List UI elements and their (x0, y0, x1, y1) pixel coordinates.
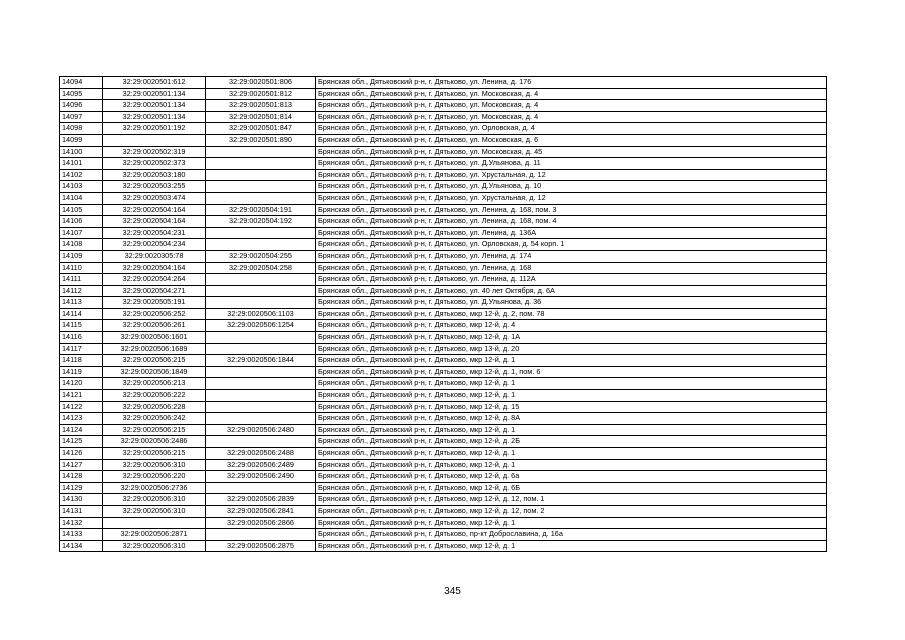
address-cell: Брянская обл., Дятьковский р-н, г. Дятьково, ул. 40 лет Октября, д. 6А (316, 285, 827, 297)
row-number-cell: 14131 (60, 505, 103, 517)
table-row (60, 274, 827, 286)
row-number-cell: 14098 (60, 123, 103, 135)
row-number-cell: 14125 (60, 436, 103, 448)
object-cadastral-cell: 32:29:0020506:1844 (206, 355, 316, 367)
address-cell: Брянская обл., Дятьковский р-н, г. Дятьково, мкр 12-й, д. 12, пом. 1 (316, 494, 827, 506)
object-cadastral-cell: 32:29:0020506:2490 (206, 471, 316, 483)
table-row (60, 529, 827, 541)
table-row (60, 436, 827, 448)
object-cadastral-cell: 32:29:0020504:255 (206, 250, 316, 262)
table-row (60, 239, 827, 251)
object-cadastral-cell (206, 343, 316, 355)
address-cell: Брянская обл., Дятьковский р-н, г. Дятьково, мкр 12-й, д. 12, пом. 2 (316, 505, 827, 517)
table-row (60, 332, 827, 344)
address-cell: Брянская обл., Дятьковский р-н, г. Дятьково, мкр 12-й, д. 1 (316, 459, 827, 471)
address-cell: Брянская обл., Дятьковский р-н, г. Дятьково, ул. Ленина, д. 168, пом. 4 (316, 216, 827, 228)
row-number-cell: 14105 (60, 204, 103, 216)
parcel-cadastral-cell: 32:29:0020506:2736 (103, 482, 206, 494)
parcel-cadastral-cell: 32:29:0020504:164 (103, 204, 206, 216)
object-cadastral-cell (206, 274, 316, 286)
parcel-cadastral-cell: 32:29:0020506:1849 (103, 366, 206, 378)
table-row (60, 169, 827, 181)
object-cadastral-cell: 32:29:0020501:812 (206, 88, 316, 100)
parcel-cadastral-cell: 32:29:0020504:234 (103, 239, 206, 251)
row-number-cell: 14103 (60, 181, 103, 193)
table-row (60, 540, 827, 552)
table-row (60, 494, 827, 506)
row-number-cell: 14108 (60, 239, 103, 251)
row-number-cell: 14119 (60, 366, 103, 378)
object-cadastral-cell: 32:29:0020504:192 (206, 216, 316, 228)
address-cell: Брянская обл., Дятьковский р-н, г. Дятьково, мкр 12-й, д. 4 (316, 320, 827, 332)
table-row (60, 204, 827, 216)
parcel-cadastral-cell: 32:29:0020506:220 (103, 471, 206, 483)
parcel-cadastral-cell: 32:29:0020504:231 (103, 227, 206, 239)
address-cell: Брянская обл., Дятьковский р-н, г. Дятьково, мкр 12-й, д. 1 (316, 378, 827, 390)
parcel-cadastral-cell: 32:29:0020504:264 (103, 274, 206, 286)
object-cadastral-cell (206, 297, 316, 309)
table-row (60, 227, 827, 239)
row-number-cell: 14126 (60, 448, 103, 460)
object-cadastral-cell (206, 285, 316, 297)
address-cell: Брянская обл., Дятьковский р-н, г. Дятьково, ул. Орловская, д. 4 (316, 123, 827, 135)
object-cadastral-cell (206, 378, 316, 390)
address-cell: Брянская обл., Дятьковский р-н, г. Дятьково, ул. Д.Ульянова, д. 10 (316, 181, 827, 193)
row-number-cell: 14120 (60, 378, 103, 390)
table-row (60, 482, 827, 494)
parcel-cadastral-cell: 32:29:0020502:319 (103, 146, 206, 158)
row-number-cell: 14118 (60, 355, 103, 367)
object-cadastral-cell: 32:29:0020501:890 (206, 134, 316, 146)
table-row (60, 517, 827, 529)
object-cadastral-cell: 32:29:0020506:1103 (206, 308, 316, 320)
parcel-cadastral-cell: 32:29:0020506:215 (103, 424, 206, 436)
table-row (60, 401, 827, 413)
row-number-cell: 14122 (60, 401, 103, 413)
address-cell: Брянская обл., Дятьковский р-н, г. Дятьково, мкр 12-й, д. 6а (316, 471, 827, 483)
row-number-cell: 14107 (60, 227, 103, 239)
address-cell: Брянская обл., Дятьковский р-н, г. Дятьково, ул. Ленина, д. 176 (316, 77, 827, 89)
parcel-cadastral-cell: 32:29:0020506:213 (103, 378, 206, 390)
object-cadastral-cell (206, 146, 316, 158)
address-cell: Брянская обл., Дятьковский р-н, г. Дятьково, ул. Д.Ульянова, д. 36 (316, 297, 827, 309)
row-number-cell: 14134 (60, 540, 103, 552)
object-cadastral-cell (206, 366, 316, 378)
address-cell: Брянская обл., Дятьковский р-н, г. Дятьково, ул. Московская, д. 45 (316, 146, 827, 158)
object-cadastral-cell: 32:29:0020506:2841 (206, 505, 316, 517)
table-row (60, 100, 827, 112)
object-cadastral-cell: 32:29:0020504:191 (206, 204, 316, 216)
row-number-cell: 14117 (60, 343, 103, 355)
table-row (60, 459, 827, 471)
table-row (60, 366, 827, 378)
table-row (60, 505, 827, 517)
address-cell: Брянская обл., Дятьковский р-н, г. Дятьково, мкр 12-й, д. 2, пом. 78 (316, 308, 827, 320)
parcel-cadastral-cell: 32:29:0020506:1689 (103, 343, 206, 355)
table-row (60, 123, 827, 135)
row-number-cell: 14109 (60, 250, 103, 262)
address-cell: Брянская обл., Дятьковский р-н, г. Дятьково, мкр 12-й, д. 1 (316, 424, 827, 436)
row-number-cell: 14102 (60, 169, 103, 181)
object-cadastral-cell (206, 401, 316, 413)
object-cadastral-cell (206, 158, 316, 170)
parcel-cadastral-cell: 32:29:0020505:191 (103, 297, 206, 309)
table-row (60, 390, 827, 402)
address-cell: Брянская обл., Дятьковский р-н, г. Дятьково, мкр 12-й, д. 1А (316, 332, 827, 344)
parcel-cadastral-cell (103, 134, 206, 146)
object-cadastral-cell (206, 482, 316, 494)
table-body (60, 77, 827, 552)
address-cell: Брянская обл., Дятьковский р-н, г. Дятьково, ул. Орловская, д. 54 корп. 1 (316, 239, 827, 251)
address-cell: Брянская обл., Дятьковский р-н, г. Дятьково, ул. Ленина, д. 168 (316, 262, 827, 274)
parcel-cadastral-cell: 32:29:0020506:222 (103, 390, 206, 402)
object-cadastral-cell: 32:29:0020506:1254 (206, 320, 316, 332)
row-number-cell: 14110 (60, 262, 103, 274)
parcel-cadastral-cell: 32:29:0020503:180 (103, 169, 206, 181)
address-cell: Брянская обл., Дятьковский р-н, г. Дятьково, мкр 12-й, д. 1 (316, 540, 827, 552)
parcel-cadastral-cell: 32:29:0020506:261 (103, 320, 206, 332)
parcel-cadastral-cell: 32:29:0020506:2871 (103, 529, 206, 541)
object-cadastral-cell: 32:29:0020506:2875 (206, 540, 316, 552)
table-row (60, 262, 827, 274)
row-number-cell: 14099 (60, 134, 103, 146)
row-number-cell: 14101 (60, 158, 103, 170)
row-number-cell: 14113 (60, 297, 103, 309)
object-cadastral-cell: 32:29:0020501:813 (206, 100, 316, 112)
page-number: 345 (444, 586, 461, 597)
table-row (60, 192, 827, 204)
object-cadastral-cell (206, 181, 316, 193)
address-cell: Брянская обл., Дятьковский р-н, г. Дятьково, ул. Д.Ульянова, д. 11 (316, 158, 827, 170)
table-row (60, 111, 827, 123)
parcel-cadastral-cell: 32:29:0020506:215 (103, 448, 206, 460)
row-number-cell: 14096 (60, 100, 103, 112)
table-row (60, 308, 827, 320)
table-row (60, 343, 827, 355)
parcel-cadastral-cell: 32:29:0020504:164 (103, 216, 206, 228)
row-number-cell: 14121 (60, 390, 103, 402)
object-cadastral-cell: 32:29:0020504:258 (206, 262, 316, 274)
address-cell: Брянская обл., Дятьковский р-н, г. Дятьково, пр-кт Доброславина, д. 16а (316, 529, 827, 541)
object-cadastral-cell: 32:29:0020506:2866 (206, 517, 316, 529)
row-number-cell: 14097 (60, 111, 103, 123)
parcel-cadastral-cell: 32:29:0020501:134 (103, 100, 206, 112)
row-number-cell: 14094 (60, 77, 103, 89)
row-number-cell: 14111 (60, 274, 103, 286)
address-cell: Брянская обл., Дятьковский р-н, г. Дятьково, ул. Хрустальная, д. 12 (316, 192, 827, 204)
object-cadastral-cell: 32:29:0020501:847 (206, 123, 316, 135)
address-cell: Брянская обл., Дятьковский р-н, г. Дятьково, мкр 12-й, д. 1, пом. 6 (316, 366, 827, 378)
address-cell: Брянская обл., Дятьковский р-н, г. Дятьково, ул. Московская, д. 4 (316, 88, 827, 100)
object-cadastral-cell: 32:29:0020506:2839 (206, 494, 316, 506)
row-number-cell: 14112 (60, 285, 103, 297)
row-number-cell: 14128 (60, 471, 103, 483)
address-cell: Брянская обл., Дятьковский р-н, г. Дятьково, мкр 12-й, д. 1 (316, 517, 827, 529)
table-row (60, 146, 827, 158)
parcel-cadastral-cell: 32:29:0020506:310 (103, 494, 206, 506)
object-cadastral-cell (206, 413, 316, 425)
table-row (60, 297, 827, 309)
address-cell: Брянская обл., Дятьковский р-н, г. Дятьково, мкр 12-й, д. 1 (316, 448, 827, 460)
address-cell: Брянская обл., Дятьковский р-н, г. Дятьково, ул. Ленина, д. 136А (316, 227, 827, 239)
parcel-cadastral-cell: 32:29:0020503:474 (103, 192, 206, 204)
address-cell: Брянская обл., Дятьковский р-н, г. Дятьково, ул. Ленина, д. 168, пом. 3 (316, 204, 827, 216)
row-number-cell: 14106 (60, 216, 103, 228)
table-row (60, 88, 827, 100)
address-cell: Брянская обл., Дятьковский р-н, г. Дятьково, ул. Московская, д. 4 (316, 100, 827, 112)
object-cadastral-cell (206, 192, 316, 204)
table-row (60, 77, 827, 89)
parcel-cadastral-cell: 32:29:0020506:2486 (103, 436, 206, 448)
object-cadastral-cell (206, 390, 316, 402)
row-number-cell: 14100 (60, 146, 103, 158)
object-cadastral-cell (206, 436, 316, 448)
parcel-cadastral-cell: 32:29:0020501:134 (103, 111, 206, 123)
row-number-cell: 14124 (60, 424, 103, 436)
row-number-cell: 14130 (60, 494, 103, 506)
address-cell: Брянская обл., Дятьковский р-н, г. Дятьково, мкр 12-й, д. 1 (316, 355, 827, 367)
parcel-cadastral-cell: 32:29:0020501:612 (103, 77, 206, 89)
table-row (60, 134, 827, 146)
table-row (60, 216, 827, 228)
object-cadastral-cell: 32:29:0020506:2489 (206, 459, 316, 471)
address-cell: Брянская обл., Дятьковский р-н, г. Дятьково, мкр 12-й, д. 8А (316, 413, 827, 425)
object-cadastral-cell: 32:29:0020501:806 (206, 77, 316, 89)
parcel-cadastral-cell: 32:29:0020501:192 (103, 123, 206, 135)
object-cadastral-cell: 32:29:0020501:814 (206, 111, 316, 123)
row-number-cell: 14104 (60, 192, 103, 204)
parcel-cadastral-cell: 32:29:0020504:271 (103, 285, 206, 297)
table-row (60, 250, 827, 262)
address-cell: Брянская обл., Дятьковский р-н, г. Дятьково, ул. Московская, д. 4 (316, 111, 827, 123)
parcel-cadastral-cell: 32:29:0020506:310 (103, 459, 206, 471)
parcel-cadastral-cell: 32:29:0020506:310 (103, 540, 206, 552)
row-number-cell: 14116 (60, 332, 103, 344)
row-number-cell: 14129 (60, 482, 103, 494)
object-cadastral-cell (206, 227, 316, 239)
parcel-cadastral-cell: 32:29:0020506:215 (103, 355, 206, 367)
parcel-cadastral-cell: 32:29:0020503:255 (103, 181, 206, 193)
address-cell: Брянская обл., Дятьковский р-н, г. Дятьково, мкр 12-й, д. 15 (316, 401, 827, 413)
row-number-cell: 14133 (60, 529, 103, 541)
parcel-cadastral-cell: 32:29:0020506:228 (103, 401, 206, 413)
table-row (60, 413, 827, 425)
object-cadastral-cell: 32:29:0020506:2488 (206, 448, 316, 460)
table-row (60, 471, 827, 483)
row-number-cell: 14115 (60, 320, 103, 332)
table-row (60, 158, 827, 170)
address-cell: Брянская обл., Дятьковский р-н, г. Дятьково, мкр 12-й, д. 1 (316, 390, 827, 402)
parcel-cadastral-cell: 32:29:0020506:242 (103, 413, 206, 425)
parcel-cadastral-cell: 32:29:0020506:1601 (103, 332, 206, 344)
address-cell: Брянская обл., Дятьковский р-н, г. Дятьково, мкр 12-й, д. 6Б (316, 482, 827, 494)
parcel-cadastral-cell: 32:29:0020502:373 (103, 158, 206, 170)
table-row (60, 181, 827, 193)
table-row (60, 448, 827, 460)
parcel-cadastral-cell (103, 517, 206, 529)
address-cell: Брянская обл., Дятьковский р-н, г. Дятьково, ул. Московская, д. 6 (316, 134, 827, 146)
table-row (60, 355, 827, 367)
address-cell: Брянская обл., Дятьковский р-н, г. Дятьково, ул. Ленина, д. 174 (316, 250, 827, 262)
address-cell: Брянская обл., Дятьковский р-н, г. Дятьково, ул. Ленина, д. 112А (316, 274, 827, 286)
object-cadastral-cell: 32:29:0020506:2480 (206, 424, 316, 436)
row-number-cell: 14114 (60, 308, 103, 320)
row-number-cell: 14132 (60, 517, 103, 529)
object-cadastral-cell (206, 169, 316, 181)
row-number-cell: 14123 (60, 413, 103, 425)
table-row (60, 285, 827, 297)
table-row (60, 424, 827, 436)
object-cadastral-cell (206, 239, 316, 251)
table-row (60, 320, 827, 332)
parcel-cadastral-cell: 32:29:0020504:164 (103, 262, 206, 274)
object-cadastral-cell (206, 332, 316, 344)
row-number-cell: 14127 (60, 459, 103, 471)
parcel-cadastral-cell: 32:29:0020305:78 (103, 250, 206, 262)
parcel-cadastral-cell: 32:29:0020501:134 (103, 88, 206, 100)
address-cell: Брянская обл., Дятьковский р-н, г. Дятьково, мкр 13-й, д. 20 (316, 343, 827, 355)
row-number-cell: 14095 (60, 88, 103, 100)
parcel-cadastral-cell: 32:29:0020506:252 (103, 308, 206, 320)
table-row (60, 378, 827, 390)
parcel-cadastral-cell: 32:29:0020506:310 (103, 505, 206, 517)
document-table (59, 76, 827, 552)
address-cell: Брянская обл., Дятьковский р-н, г. Дятьково, ул. Хрустальная, д. 12 (316, 169, 827, 181)
object-cadastral-cell (206, 529, 316, 541)
address-cell: Брянская обл., Дятьковский р-н, г. Дятьково, мкр 12-й, д. 2Б (316, 436, 827, 448)
